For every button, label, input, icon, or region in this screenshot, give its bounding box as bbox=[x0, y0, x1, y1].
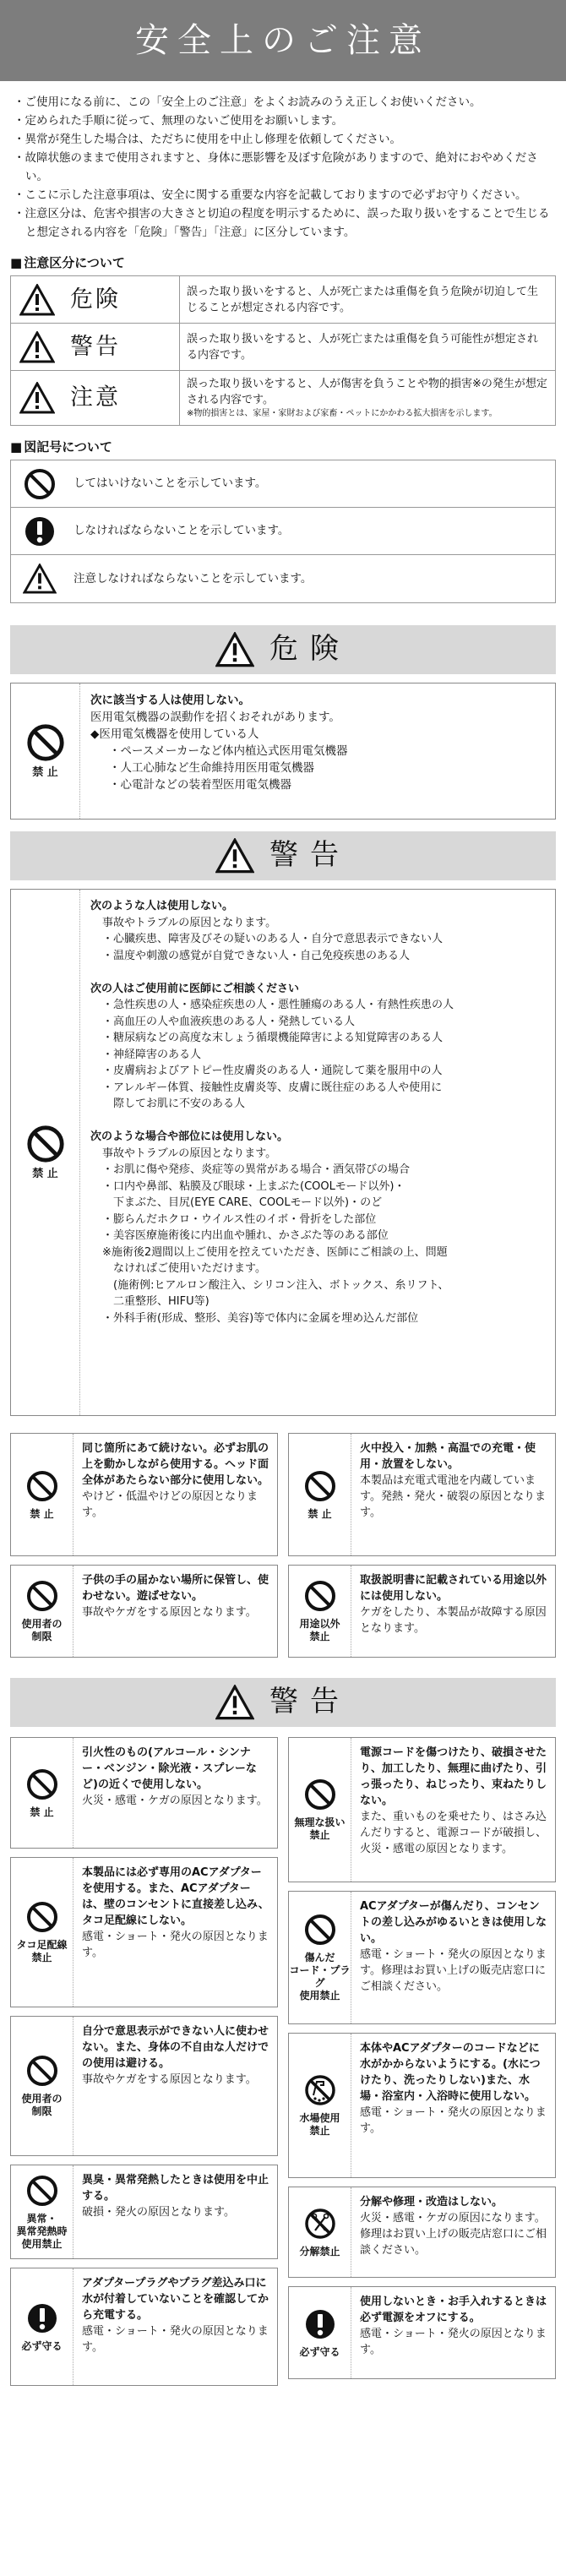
card-side bbox=[11, 2017, 73, 2155]
zukigo-table bbox=[10, 460, 556, 603]
card-side bbox=[289, 1566, 351, 1657]
text-line: ・お肌に傷や発疹、炎症等の異常がある場合・酒気帯びの場合 bbox=[102, 1163, 411, 1176]
text-line: 次のような場合や部位には使用しない。 bbox=[90, 1130, 289, 1143]
intro-item: ・ 異常が発生した場合は、ただちに使用を中止し修理を依頼してください。 bbox=[14, 130, 551, 149]
kubun-label bbox=[11, 324, 180, 370]
text-line: 下まぶた、目尻(EYE CARE、COOLモード以外)・のど bbox=[102, 1196, 383, 1209]
card-side bbox=[11, 1566, 73, 1657]
prohibited-icon bbox=[25, 1579, 59, 1613]
prohibited-icon bbox=[25, 2174, 59, 2208]
card-bold-text: 取扱説明書に記載されている用途以外には使用しない。 bbox=[360, 1574, 547, 1603]
warning-side bbox=[11, 890, 80, 1415]
text-line: ・心臓疾患、障害及びその疑いのある人・自分で意思表示できない人 bbox=[102, 933, 444, 945]
warning-card bbox=[10, 2165, 278, 2259]
kubun-row-caution bbox=[11, 371, 555, 425]
danger-side-label: 禁 止 bbox=[32, 766, 58, 779]
card-bold-text: 本体やACアダプターのコードなどに水がかからないようにする。(水につけたり、洗ったりしない)また、水場・浴室内・入浴時に使用しない。 bbox=[360, 2042, 541, 2103]
zukigo-row bbox=[11, 508, 555, 555]
kubun-text: 誤った取り扱いをすると、人が死亡または重傷を負う可能性が想定される内容です。 bbox=[187, 332, 539, 362]
card-side bbox=[289, 2287, 351, 2378]
text-line: ・神経障害のある人 bbox=[102, 1048, 202, 1061]
card-normal-text: 感電・ショート・発火の原因となります。 bbox=[360, 2328, 547, 2356]
card-bold-text: 火中投入・加熱・高温での充電・使用・放置をしない。 bbox=[360, 1442, 536, 1471]
warning-band bbox=[10, 831, 556, 880]
text-line: ・人工心肺など生命維持用医用電気機器 bbox=[109, 761, 314, 775]
card-side bbox=[11, 1434, 73, 1555]
text-line: ※施術後2週間以上ご使用を控えていただき、医師にご相談の上、問題 bbox=[102, 1245, 448, 1259]
text-line: 医用電気機器の誤動作を招くおそれがあります。 bbox=[90, 711, 340, 724]
text-line: 次に該当する人は使用しない。 bbox=[90, 694, 250, 707]
kubun-heading: ■ 注意区分について bbox=[0, 253, 566, 272]
caution-triangle-icon bbox=[23, 564, 57, 594]
text-line bbox=[90, 964, 545, 981]
warning-cards bbox=[10, 1433, 556, 1666]
zukigo-row bbox=[11, 460, 555, 508]
card-normal-text: 事故やケガをする原因となります。 bbox=[82, 2073, 257, 2086]
zukigo-text: してはいけないことを示しています。 bbox=[73, 477, 267, 491]
zukigo-text: しなければならないことを示しています。 bbox=[73, 524, 290, 538]
warning-card bbox=[288, 1737, 556, 1882]
card-side-label: 分解禁止 bbox=[299, 2245, 340, 2257]
caution-triangle-icon bbox=[215, 1685, 254, 1720]
mandatory-icon bbox=[25, 2301, 59, 2335]
card-body bbox=[73, 2268, 277, 2385]
danger-side bbox=[11, 683, 80, 819]
card-body bbox=[351, 1434, 555, 1555]
kubun-label bbox=[11, 276, 180, 323]
card-side bbox=[289, 1738, 351, 1882]
card-side-label: 使用者の 制限 bbox=[21, 2093, 63, 2117]
card-side-label: 必ず守る bbox=[299, 2345, 340, 2358]
intro-list bbox=[0, 81, 566, 242]
card-side-label: 異常・ 異常発熱時 使用禁止 bbox=[16, 2212, 68, 2250]
warning2-cards-right bbox=[283, 1737, 556, 2394]
text-line: 事故やトラブルの原因となります。 bbox=[102, 916, 277, 929]
card-side bbox=[11, 1858, 73, 2007]
card-normal-text: 本製品は充電式電池を内蔵しています。発熱・発火・破裂の原因となります。 bbox=[360, 1474, 546, 1519]
warning-card bbox=[288, 2187, 556, 2278]
card-bold-text: 同じ箇所にあて続けない。必ずお肌の上を動かしながら使用する。ヘッド面全体があたらない部分に使用しない。 bbox=[82, 1442, 269, 1487]
intro-item: ・ 注意区分は、危害や損害の大きさと切迫の程度を明示するために、誤った取り扱いをすることで生じると想定される内容を「危険」「警告」「注意」に区分しています。 bbox=[14, 204, 551, 242]
card-body bbox=[351, 2287, 555, 2378]
card-body bbox=[73, 1434, 277, 1555]
card-normal-text: 感電・ショート・発火の原因となります。 bbox=[82, 1931, 269, 1959]
no-water-icon bbox=[303, 2073, 337, 2107]
prohibited-icon bbox=[303, 1913, 337, 1947]
card-side bbox=[11, 2165, 73, 2258]
prohibited-icon bbox=[303, 1778, 337, 1811]
prohibited-icon bbox=[23, 467, 57, 501]
kubun-label-text: 警告 bbox=[70, 333, 121, 360]
card-side-label: 無理な扱い 禁止 bbox=[294, 1816, 346, 1841]
text-line: ・外科手術(形成、整形、美容)等で体内に金属を埋め込んだ部位 bbox=[102, 1311, 419, 1325]
card-bold-text: 本製品には必ず専用のACアダプターを使用する。また、ACアダプターは、壁のコンセントに直接差し込み、タコ足配線にしない。 bbox=[82, 1866, 269, 1927]
prohibited-icon bbox=[303, 1469, 337, 1503]
danger-band bbox=[10, 625, 556, 674]
card-side-label: 用途以外 禁止 bbox=[299, 1618, 340, 1642]
card-body bbox=[351, 1738, 555, 1882]
kubun-text: 誤った取り扱いをすると、人が死亡または重傷を負う危険が切迫して生じることが想定される内容です。 bbox=[187, 285, 539, 314]
warning2-cards-left bbox=[10, 1737, 283, 2394]
caution-triangle-icon bbox=[19, 331, 55, 363]
prohibited-icon bbox=[25, 1900, 59, 1934]
card-normal-text: 火災・感電・ケガの原因になります。修理はお買い上げの販売店窓口にご相談ください。 bbox=[360, 2212, 547, 2257]
card-normal-text: 感電・ショート・発火の原因となります。 bbox=[82, 2325, 269, 2354]
zukigo-heading: ■ 図記号について bbox=[0, 438, 566, 456]
intro-item: ・ 定められた手順に従って、無理のないご使用をお願いします。 bbox=[14, 112, 551, 130]
warning-card bbox=[288, 2286, 556, 2379]
card-body bbox=[351, 2187, 555, 2277]
text-line: 二重整形、HIFU等) bbox=[102, 1295, 210, 1308]
text-line: 次のような人は使用しない。 bbox=[90, 900, 234, 912]
card-body bbox=[351, 1566, 555, 1657]
card-side-label: 禁 止 bbox=[307, 1507, 332, 1520]
card-bold-text: 自分で意思表示ができない人に使わせない。また、身体の不自由な人だけでの使用は避ける。 bbox=[82, 2025, 269, 2070]
card-bold-text: 電源コードを傷つけたり、破損させたり、加工したり、無理に曲げたり、引っ張ったり、ねじったり、束ねたりしない。 bbox=[360, 1746, 547, 1807]
card-bold-text: ACアダプターが傷んだり、コンセントの差し込みがゆるいときは使用しない。 bbox=[360, 1900, 547, 1945]
kubun-text-main: 誤った取り扱いをすると、人が傷害を負うことや物的損害※の発生が想定される内容です。 bbox=[187, 378, 547, 406]
warning-card bbox=[10, 2268, 278, 2386]
text-line: ◆医用電気機器を使用している人 bbox=[90, 727, 259, 741]
warning-box bbox=[10, 889, 556, 1416]
warning-card bbox=[10, 1737, 278, 1849]
text-line: ・温度や刺激の感覚が自覚できない人・自己免疫疾患のある人 bbox=[102, 949, 411, 962]
card-side bbox=[289, 2034, 351, 2177]
caution-triangle-icon bbox=[215, 632, 254, 667]
warning-band-title: 警告 bbox=[269, 838, 351, 873]
text-line: 際してお肌に不安のある人 bbox=[102, 1097, 246, 1110]
text-line: ・ペースメーカーなど体内植込式医用電気機器 bbox=[109, 744, 348, 758]
warning-card bbox=[288, 2033, 556, 2178]
card-normal-text: 破損・発火の原因となります。 bbox=[82, 2206, 235, 2219]
card-normal-text: やけど・低温やけどの原因となります。 bbox=[82, 1490, 259, 1519]
card-side-label: 必ず守る bbox=[21, 2339, 63, 2352]
warning-side-label: 禁 止 bbox=[32, 1168, 58, 1180]
danger-band-title: 危険 bbox=[269, 632, 351, 667]
warning-card bbox=[10, 2016, 278, 2156]
warning-card bbox=[10, 1857, 278, 2007]
text-line: ・糖尿病などの高度な末しょう循環機能障害による知覚障害のある人 bbox=[102, 1032, 444, 1044]
card-normal-text: ケガをしたり、本製品が故障する原因となります。 bbox=[360, 1606, 547, 1635]
card-normal-text: 感電・ショート・発火の原因となります。 bbox=[360, 2106, 547, 2135]
text-line: 次の人はご使用前に医師にご相談ください bbox=[90, 982, 300, 995]
card-normal-text: 事故やケガをする原因となります。 bbox=[82, 1606, 257, 1619]
card-body bbox=[351, 1892, 555, 2023]
danger-body bbox=[80, 683, 555, 819]
card-body bbox=[73, 1566, 277, 1657]
card-side bbox=[289, 1434, 351, 1555]
kubun-table bbox=[10, 275, 556, 426]
card-body bbox=[73, 1858, 277, 2007]
card-body bbox=[351, 2034, 555, 2177]
text-line: 事故やトラブルの原因となります。 bbox=[102, 1146, 277, 1160]
intro-item: ・ ここに示した注意事項は、安全に関する重要な内容を記載しておりますので必ずお守りください。 bbox=[14, 186, 551, 204]
warning-card bbox=[288, 1565, 556, 1658]
kubun-row-warning bbox=[11, 324, 555, 371]
text-line: ・アレルギー体質、接触性皮膚炎等、皮膚に既往症のある人や使用に bbox=[102, 1081, 443, 1094]
text-line: ・高血圧の人や血液疾患のある人・発熱している人 bbox=[102, 1015, 356, 1028]
kubun-text bbox=[180, 376, 555, 420]
card-side-label: 禁 止 bbox=[30, 1507, 54, 1520]
mandatory-icon bbox=[303, 2307, 337, 2341]
intro-item: ・ 故障状態のままで使用されますと、身体に悪影響を及ぼす危険がありますので、絶対におやめください。 bbox=[14, 149, 551, 186]
intro-item: ・ ご使用になる前に、この「安全上のご注意」をよくお読みのうえ正しくお使いください。 bbox=[14, 93, 551, 112]
card-bold-text: アダプタープラグやプラグ差込み口に水が付着していないことを確認してから充電する。 bbox=[82, 2277, 269, 2322]
prohibited-icon bbox=[25, 722, 66, 763]
card-side-label: 傷んだ コード・プラグ 使用禁止 bbox=[289, 1952, 351, 2001]
card-bold-text: 分解や修理・改造はしない。 bbox=[360, 2196, 503, 2208]
text-line: ・皮膚病およびアトピー性皮膚炎のある人・通院して薬を服用中の人 bbox=[102, 1065, 443, 1077]
no-disassembly-icon bbox=[303, 2207, 337, 2241]
warning-card bbox=[288, 1891, 556, 2024]
text-line bbox=[90, 1113, 545, 1130]
card-side-label: 禁 止 bbox=[30, 1805, 54, 1818]
page-title: 安全上のご注意 bbox=[0, 0, 566, 81]
prohibited-icon bbox=[25, 2054, 59, 2088]
warning-cards-right bbox=[283, 1433, 556, 1666]
card-side-label: タコ足配線 禁止 bbox=[16, 1939, 68, 1963]
text-line: ・口内や鼻部、粘膜及び眼球・上まぶた(COOLモード以外)・ bbox=[102, 1179, 405, 1193]
card-body bbox=[73, 1738, 277, 1848]
text-line: ・心電計などの装着型医用電気機器 bbox=[109, 778, 291, 792]
warning2-cards bbox=[10, 1737, 556, 2394]
warning-card bbox=[10, 1433, 278, 1556]
danger-box bbox=[10, 683, 556, 820]
card-side bbox=[11, 2268, 73, 2385]
card-side bbox=[11, 1738, 73, 1848]
card-normal-text: 火災・感電・ケガの原因となります。 bbox=[82, 1794, 268, 1807]
card-body bbox=[73, 2017, 277, 2155]
zukigo-row bbox=[11, 555, 555, 602]
card-normal-text: 感電・ショート・発火の原因となります。修理はお買い上げの販売店窓口にご相談ください。 bbox=[360, 1948, 547, 1993]
card-side-label: 使用者の 制限 bbox=[21, 1618, 63, 1642]
warning-body bbox=[80, 890, 555, 1415]
zukigo-text: 注意しなければならないことを示しています。 bbox=[73, 571, 313, 585]
text-line: ・急性疾患の人・感染症疾患の人・悪性腫瘍のある人・有熱性疾患の人 bbox=[102, 999, 454, 1011]
caution-triangle-icon bbox=[19, 382, 55, 414]
card-bold-text: 使用しないとき・お手入れするときは必ず電源をオフにする。 bbox=[360, 2296, 547, 2324]
card-side bbox=[289, 1892, 351, 2023]
kubun-label-text: 危険 bbox=[70, 286, 121, 313]
card-normal-text: また、重いものを乗せたり、はさみ込んだりすると、電源コードが破損し、火災・感電の原因となります。 bbox=[360, 1811, 547, 1855]
prohibited-icon bbox=[25, 1767, 59, 1801]
warning2-band-title: 警告 bbox=[269, 1685, 351, 1719]
card-side bbox=[289, 2187, 351, 2277]
card-side-label: 水場使用 禁止 bbox=[299, 2112, 340, 2137]
kubun-label bbox=[11, 371, 180, 425]
mandatory-icon bbox=[23, 515, 57, 548]
kubun-label-text: 注意 bbox=[70, 384, 121, 411]
kubun-note: ※物的損害とは、家屋・家財および家畜・ペットにかかわる拡大損害を示します。 bbox=[187, 409, 498, 418]
card-bold-text: 子供の手の届かない場所に保管し、使わせない。遊ばせない。 bbox=[82, 1574, 269, 1603]
warning2-band bbox=[10, 1678, 556, 1727]
caution-triangle-icon bbox=[215, 838, 254, 874]
prohibited-icon bbox=[25, 1469, 59, 1503]
warning-cards-left bbox=[10, 1433, 283, 1666]
prohibited-icon bbox=[303, 1579, 337, 1613]
text-line: ・美容医療施術後に内出血や腫れ、かさぶた等のある部位 bbox=[102, 1229, 389, 1242]
prohibited-icon bbox=[25, 1124, 66, 1164]
text-line: ・膨らんだホクロ・ウイルス性のイボ・骨折をした部位 bbox=[102, 1212, 377, 1226]
card-body bbox=[73, 2165, 277, 2258]
warning-card bbox=[288, 1433, 556, 1556]
card-bold-text: 異臭・異常発熱したときは使用を中止する。 bbox=[82, 2174, 269, 2203]
text-line: なければご使用いただけます。 bbox=[102, 1262, 266, 1275]
text-line: (施術例:ヒアルロン酸注入、シリコン注入、ボトックス、糸リフト、 bbox=[102, 1278, 449, 1292]
caution-triangle-icon bbox=[19, 284, 55, 316]
warning-card bbox=[10, 1565, 278, 1658]
kubun-row-danger bbox=[11, 276, 555, 324]
card-bold-text: 引火性のもの(アルコール・シンナー・ベンジン・除光液・スプレーなど)の近くで使用しない。 bbox=[82, 1746, 257, 1791]
